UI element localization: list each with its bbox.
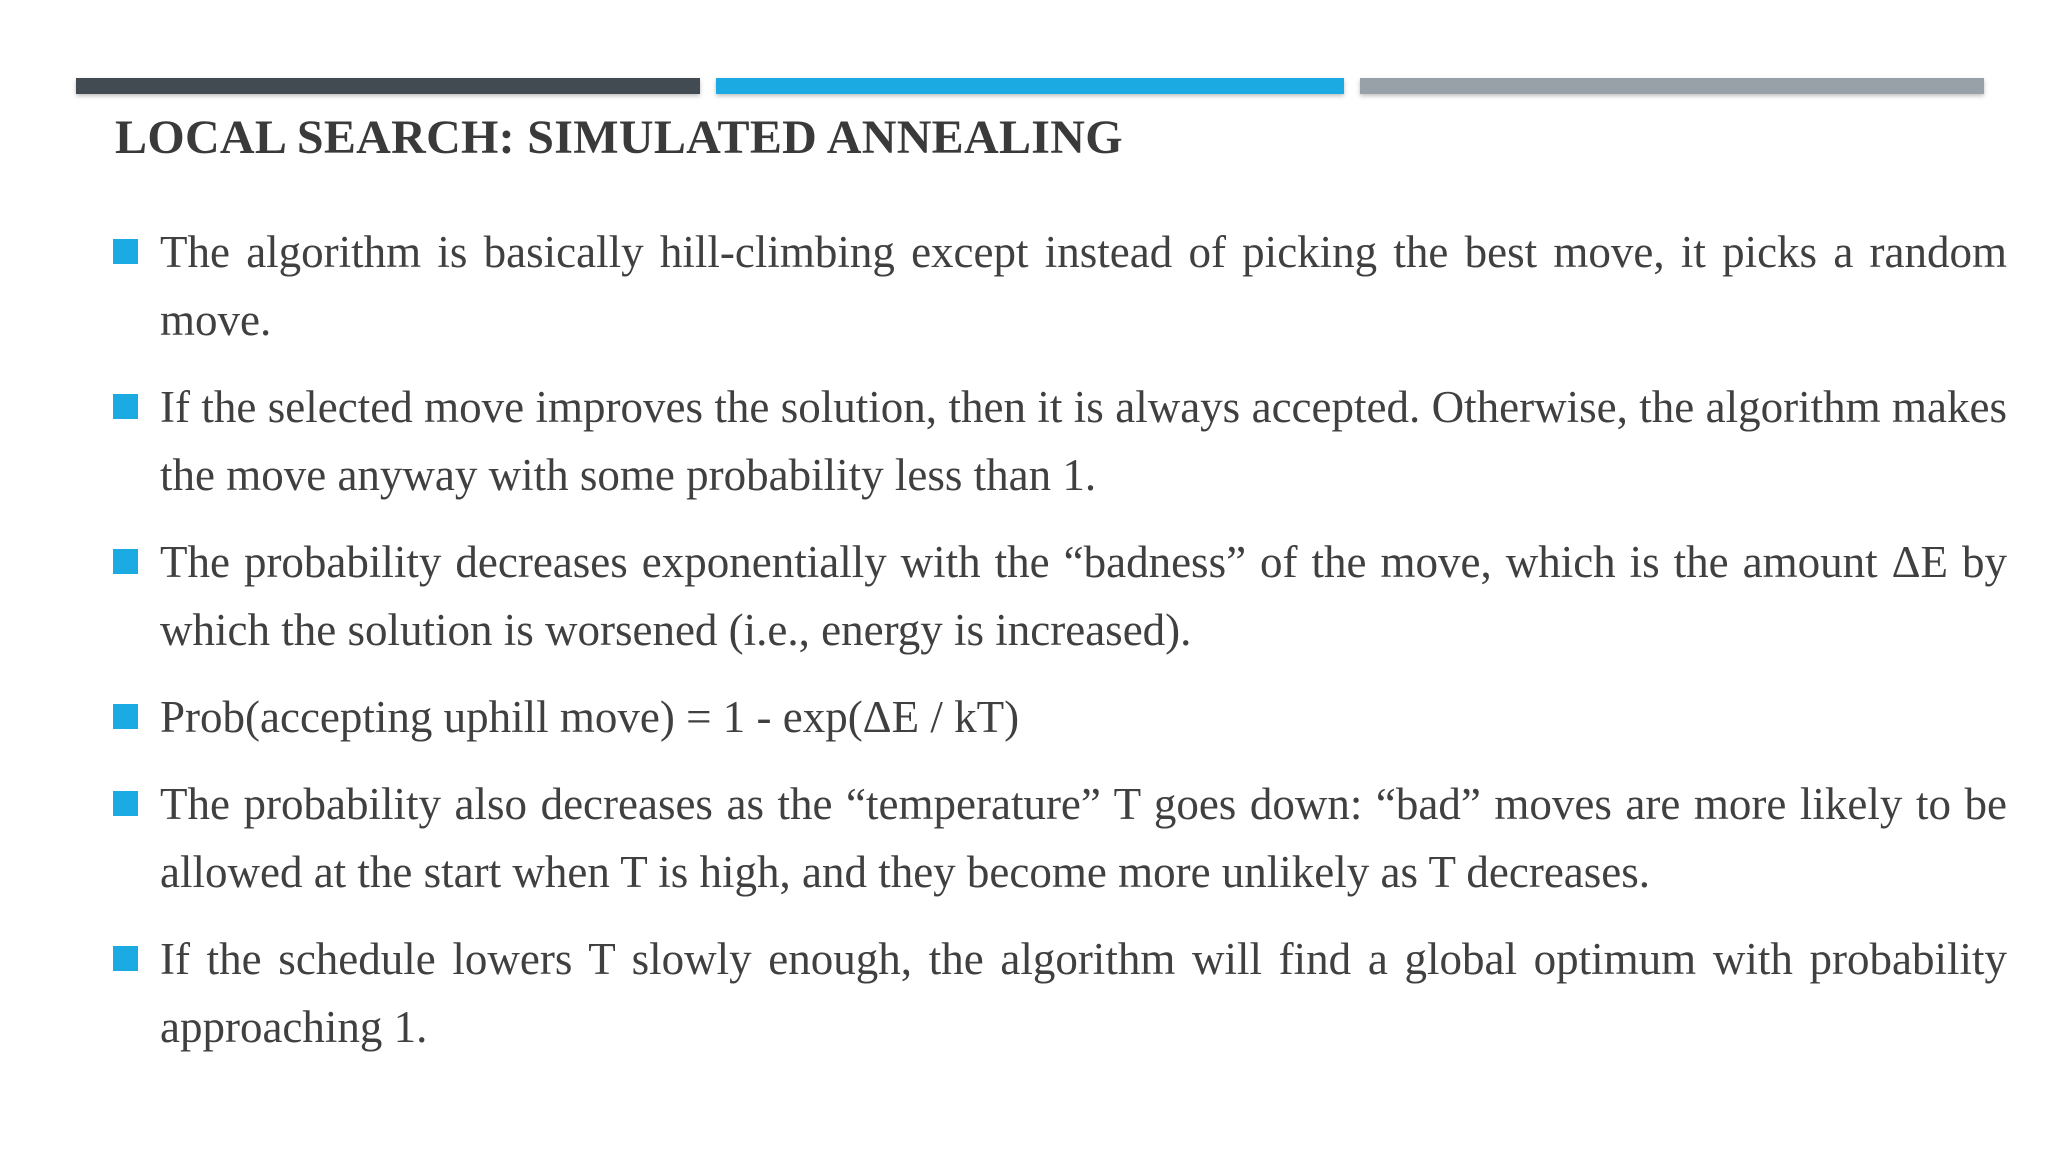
header-accent-bars xyxy=(76,78,1984,94)
bullet-list xyxy=(113,218,2007,1080)
square-bullet-icon xyxy=(113,704,138,729)
square-bullet-icon xyxy=(113,791,138,816)
accent-bar-blue xyxy=(716,78,1344,94)
bullet-item xyxy=(113,925,2007,1061)
slide-title: LOCAL SEARCH: SIMULATED ANNEALING xyxy=(115,111,1123,164)
bullet-item xyxy=(113,528,2007,664)
accent-bar-gray xyxy=(1360,78,1984,94)
accent-bar-dark xyxy=(76,78,700,94)
bullet-text: The probability also decreases as the “temperature” T goes down: “bad” moves are more likely to be allowed at the start when T is high, and they become more unlikely as T decreases. xyxy=(160,779,2007,897)
bullet-text: The algorithm is basically hill-climbing except instead of picking the best move, it picks a random move. xyxy=(160,227,2007,345)
bullet-text: If the selected move improves the solution, then it is always accepted. Otherwise, the algorithm makes the move anyway with some probability less than 1. xyxy=(160,382,2007,500)
square-bullet-icon xyxy=(113,239,138,264)
square-bullet-icon xyxy=(113,946,138,971)
bullet-text: If the schedule lowers T slowly enough, the algorithm will find a global optimum with probability approaching 1. xyxy=(160,934,2007,1052)
bullet-item xyxy=(113,770,2007,906)
square-bullet-icon xyxy=(113,549,138,574)
bullet-item xyxy=(113,683,2007,751)
bullet-item xyxy=(113,218,2007,354)
square-bullet-icon xyxy=(113,394,138,419)
bullet-text: Prob(accepting uphill move) = 1 - exp(ΔE / kT) xyxy=(160,692,1020,742)
bullet-item xyxy=(113,373,2007,509)
bullet-text: The probability decreases exponentially with the “badness” of the move, which is the amount ΔE by which the solution is worsened (i.e., energy is increased). xyxy=(160,537,2007,655)
